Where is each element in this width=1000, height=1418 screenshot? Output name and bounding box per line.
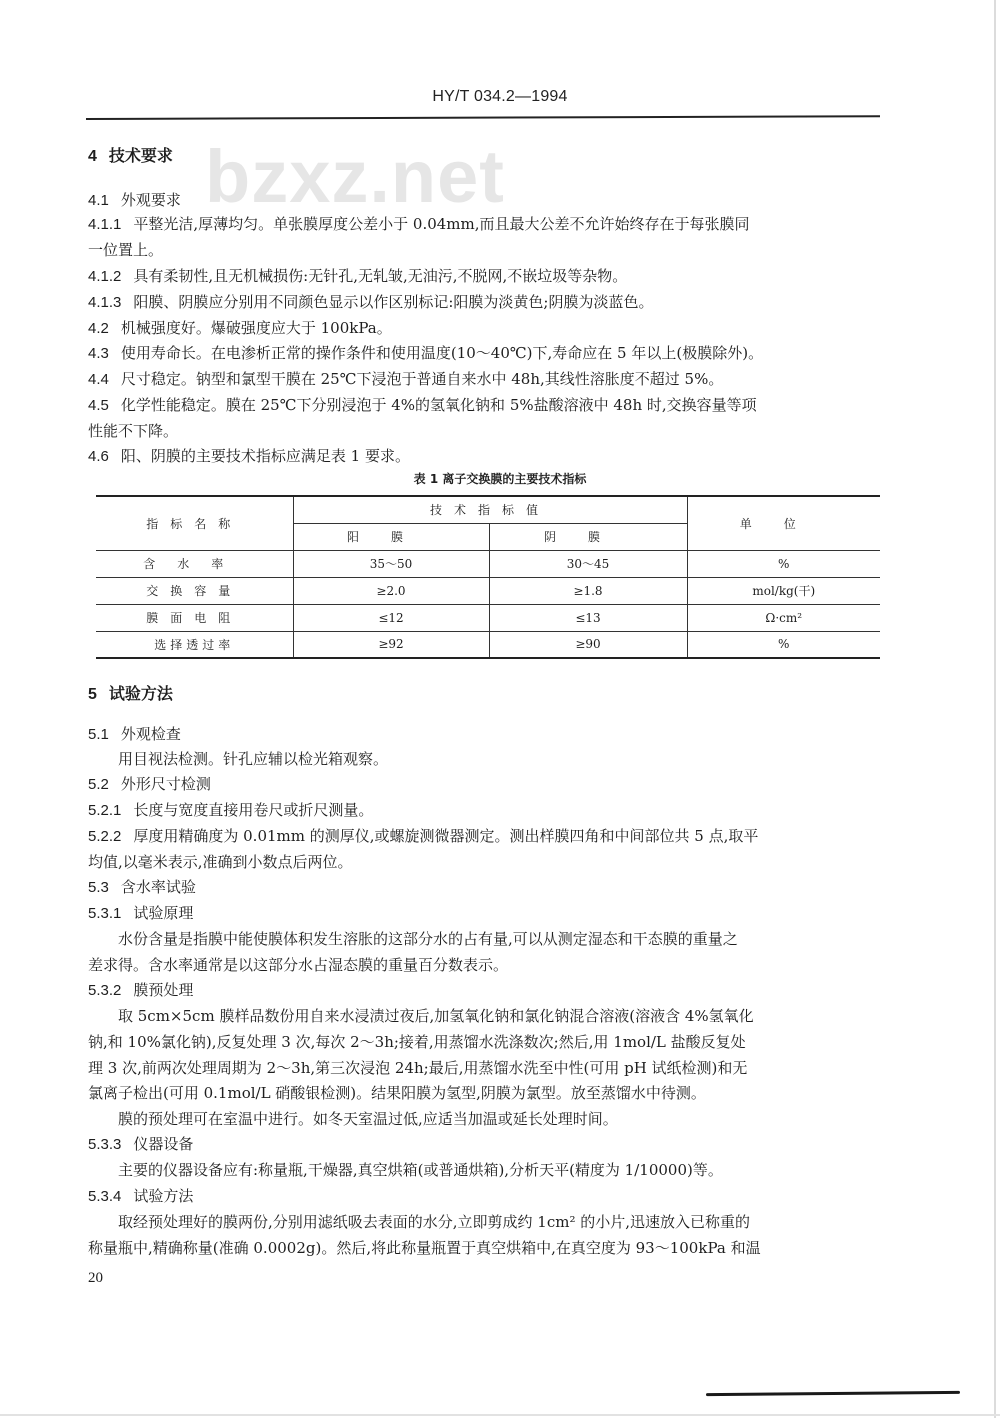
section-title: 试验原理: [133, 904, 194, 922]
clause-number: 5.2.2: [88, 828, 122, 845]
cell-cation: ≥92: [293, 631, 489, 658]
cell-cation: 35～50: [293, 550, 489, 577]
clause-text: 阳、阴膜的主要技术指标应满足表 1 要求。: [120, 447, 410, 465]
section-5-3-4-body-1: 取经预处理好的膜两份,分别用滤纸吸去表面的水分,立即剪成约 1cm² 的小片,迅速放入已称重的: [118, 1213, 751, 1231]
header-rule: [86, 115, 880, 120]
cell-anion: 30～45: [489, 550, 687, 577]
section-title: 试验方法: [133, 1187, 194, 1205]
section-title: 外观检查: [120, 725, 181, 743]
section-5-heading: [88, 684, 173, 705]
section-5-3-1-body-2: 差求得。含水率通常是以这部分水占湿态膜的重量百分数表示。: [88, 956, 509, 974]
cell-indicator: 选择透过率: [96, 631, 293, 658]
table-row: [96, 577, 880, 604]
page-bottom-edge: [0, 1414, 1000, 1416]
table-1-specs: [96, 495, 880, 659]
section-number: 5.2: [88, 776, 109, 793]
clause-4-5-cont: 性能不下降。: [88, 422, 179, 440]
section-title: 试验方法: [108, 684, 173, 703]
section-number: 5.3.2: [88, 982, 122, 999]
clause-number: 4.4: [88, 371, 109, 388]
clause-4-2: [88, 318, 392, 339]
header-unit: 单位: [687, 496, 880, 550]
footer-rule: [706, 1391, 960, 1396]
clause-number: 4.5: [88, 397, 109, 414]
section-title: 含水率试验: [120, 878, 196, 896]
header-technical-values: 技术指标值: [293, 496, 687, 523]
clause-text: 阳膜、阴膜应分别用不同颜色显示以作区别标记:阳膜为淡黄色;阴膜为淡蓝色。: [133, 293, 654, 311]
section-5-3-3-body: 主要的仪器设备应有:称量瓶,干燥器,真空烘箱(或普通烘箱),分析天平(精度为 1/10000)等。: [118, 1161, 723, 1179]
cell-indicator: 交换容量: [96, 577, 293, 604]
clause-text: 化学性能稳定。膜在 25℃下分别浸泡于 4%的氢氧化钠和 5%盐酸溶液中 48h 时,交换容量等项: [120, 396, 757, 414]
section-5-3-2-body-5: 膜的预处理可在室温中进行。如冬天室温过低,应适当加温或延长处理时间。: [118, 1110, 618, 1128]
cell-cation: ≥2.0: [293, 577, 489, 604]
section-number: 5.1: [88, 726, 109, 743]
section-5-3-1-body-1: 水份含量是指膜中能使膜体积发生溶胀的这部分水的占有量,可以从测定湿态和干态膜的重量之: [118, 930, 738, 948]
section-number: 5: [88, 686, 97, 703]
clause-5-2-2: [88, 826, 758, 847]
watermark: bzxz.net: [205, 135, 505, 218]
cell-unit: %: [687, 550, 880, 577]
clause-5-2-2-cont: 均值,以毫米表示,准确到小数点后两位。: [88, 853, 353, 871]
cell-anion: ≤13: [489, 604, 687, 631]
header-anion-membrane: 阴膜: [489, 523, 687, 550]
clause-4-4: [88, 369, 723, 390]
clause-text: 机械强度好。爆破强度应大于 100kPa。: [120, 319, 392, 337]
table-row: [96, 631, 880, 658]
cell-unit: mol/kg(干): [687, 577, 880, 604]
section-4-1-heading: [88, 190, 181, 211]
cell-indicator: 含水率: [96, 550, 293, 577]
section-number: 4: [88, 148, 97, 165]
clause-text: 使用寿命长。在电渗析正常的操作条件和使用温度(10～40℃)下,寿命应在 5 年以上(极膜除外)。: [120, 344, 764, 362]
clause-text: 具有柔韧性,且无机械损伤:无针孔,无轧皱,无油污,不脱网,不嵌垃圾等杂物。: [133, 267, 628, 285]
clause-5-2-1: [88, 800, 373, 821]
section-5-3-1-heading: [88, 903, 193, 924]
section-5-3-2-body-3: 理 3 次,前两次处理周期为 2～3h,第三次浸泡 24h;最后,用蒸馏水洗至中性(可用 pH 试纸检测)和无: [88, 1059, 748, 1077]
clause-4-5: [88, 395, 757, 416]
section-5-3-heading: [88, 877, 196, 898]
table-row: [96, 550, 880, 577]
section-title: 膜预处理: [133, 981, 194, 999]
section-5-3-2-body-1: 取 5cm×5cm 膜样品数份用自来水浸渍过夜后,加氢氧化钠和氯化钠混合溶液(溶液含 4%氢氧化: [118, 1007, 754, 1025]
cell-anion: ≥1.8: [489, 577, 687, 604]
header-indicator-name: 指标名称: [96, 496, 293, 550]
table-1-caption: 表 1 离子交换膜的主要技术指标: [413, 472, 587, 486]
cell-indicator: 膜面电阻: [96, 604, 293, 631]
header-cation-membrane: 阳膜: [293, 523, 489, 550]
section-title: 仪器设备: [133, 1135, 194, 1153]
section-5-3-4-body-2: 称量瓶中,精确称量(准确 0.0002g)。然后,将此称量瓶置于真空烘箱中,在真空度为 93～100kPa 和温: [88, 1239, 761, 1257]
clause-number: 4.6: [88, 448, 109, 465]
section-number: 5.3.1: [88, 905, 122, 922]
section-number: 5.3.4: [88, 1188, 122, 1205]
section-5-1-body: 用目视法检测。针孔应辅以检光箱观察。: [118, 750, 389, 768]
clause-number: 4.2: [88, 320, 109, 337]
section-5-3-3-heading: [88, 1134, 193, 1155]
page-number: 20: [88, 1270, 103, 1286]
page-edge: [994, 0, 996, 1418]
clause-text: 长度与宽度直接用卷尺或折尺测量。: [133, 801, 374, 819]
section-5-3-4-heading: [88, 1186, 193, 1207]
cell-cation: ≤12: [293, 604, 489, 631]
section-5-2-heading: [88, 774, 211, 795]
section-5-3-2-body-4: 氯离子检出(可用 0.1mol/L 硝酸银检测)。结果阳膜为氢型,阴膜为氯型。放至蒸馏水中待测。: [88, 1084, 706, 1102]
clause-4-6: [88, 446, 410, 467]
section-5-3-2-heading: [88, 980, 193, 1001]
section-number: 5.3.3: [88, 1136, 122, 1153]
clause-4-1-1: [88, 214, 750, 235]
clause-number: 4.1.1: [88, 216, 122, 233]
section-title: 外形尺寸检测: [120, 775, 211, 793]
standard-number-header: HY/T 034.2—1994: [432, 88, 568, 105]
clause-number: 4.1.3: [88, 294, 122, 311]
clause-number: 4.1.2: [88, 268, 122, 285]
cell-unit: %: [687, 631, 880, 658]
cell-unit: Ω·cm²: [687, 604, 880, 631]
clause-text: 尺寸稳定。钠型和氯型干膜在 25℃下浸泡于普通自来水中 48h,其线性溶胀度不超过 5%。: [120, 370, 724, 388]
section-number: 5.3: [88, 879, 109, 896]
section-5-3-2-body-2: 钠,和 10%氯化钠),反复处理 3 次,每次 2～3h;接着,用蒸馏水洗涤数次;然后,用 1mol/L 盐酸反复处: [88, 1033, 746, 1051]
clause-number: 4.3: [88, 345, 109, 362]
clause-4-1-1-cont: 一位置上。: [88, 241, 164, 259]
section-4-heading: [88, 146, 173, 167]
section-5-1-heading: [88, 724, 181, 745]
table-row: [96, 604, 880, 631]
clause-4-1-3: [88, 292, 654, 313]
section-title: 外观要求: [120, 191, 181, 209]
section-title: 技术要求: [108, 146, 173, 165]
clause-4-3: [88, 343, 763, 364]
clause-text: 厚度用精确度为 0.01mm 的测厚仪,或螺旋测微器测定。测出样膜四角和中间部位共 5 点,取平: [133, 827, 759, 845]
clause-4-1-2: [88, 266, 627, 287]
clause-number: 5.2.1: [88, 802, 122, 819]
cell-anion: ≥90: [489, 631, 687, 658]
clause-text: 平整光洁,厚薄均匀。单张膜厚度公差小于 0.04mm,而且最大公差不允许始终存在于每张膜同: [133, 215, 750, 233]
section-number: 4.1: [88, 192, 109, 209]
